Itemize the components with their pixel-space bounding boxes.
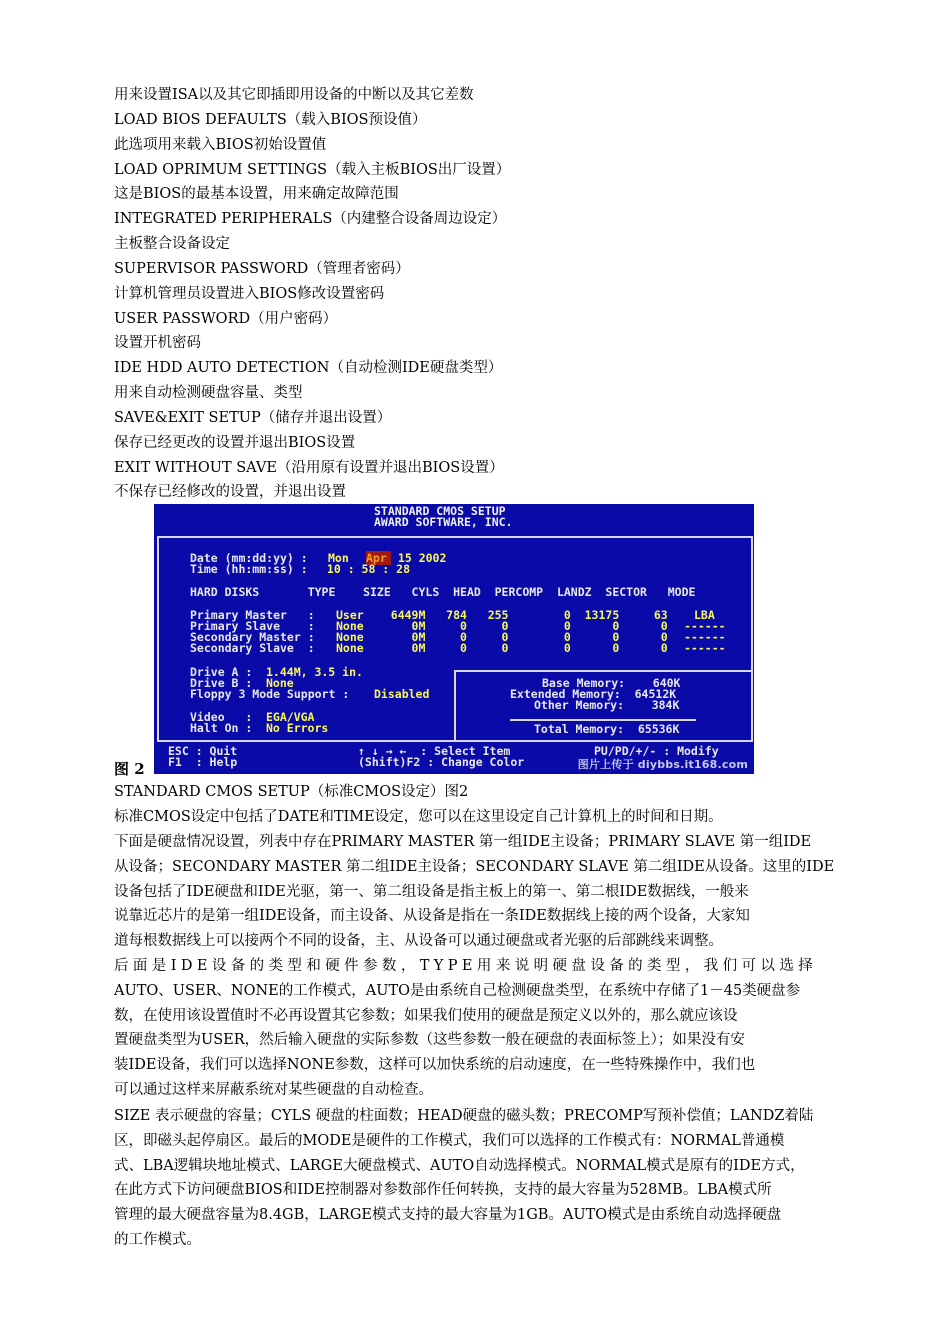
text-line: SUPERVISOR PASSWORD（管理者密码） — [114, 261, 410, 277]
text-line: LOAD BIOS DEFAULTS（载入BIOS预设值） — [114, 112, 427, 128]
text-line: INTEGRATED PERIPHERALS（内建整合设备周边设定） — [114, 211, 507, 227]
bios-header — [154, 504, 754, 530]
drive-a-value: 1.44M, 3.5 in. — [266, 665, 363, 679]
time-label: Time (hh:mm:ss) : — [190, 562, 315, 576]
paragraph-line: 置硬盘类型为USER，然后输入硬盘的实际参数（这些参数一般在硬盘的表面标签上）；如果没有安 — [114, 1032, 745, 1049]
footer-esc-quit: ESC : Quit — [168, 744, 238, 758]
memory-separator — [510, 719, 696, 721]
video-value: EGA/VGA — [266, 710, 315, 724]
paragraph-line: 可以通过这样来屏蔽系统对某些硬盘的自动检查。 — [114, 1081, 433, 1098]
text-line: 计算机管理员设置进入BIOS修改设置密码 — [114, 286, 385, 302]
other-memory: Other Memory: 384K — [534, 698, 680, 712]
paragraph-type-parameters — [114, 954, 850, 1103]
text-line: 主板整合设备设定 — [114, 236, 230, 252]
figure-caption: STANDARD CMOS SETUP（标准CMOS设定）图2 — [114, 784, 469, 800]
paragraph-hard-disk-settings — [114, 830, 850, 954]
text-line: SAVE&EXIT SETUP（储存并退出设置） — [114, 410, 392, 426]
hard-disk-column-headers: HARD DISKS TYPE SIZE CYLS HEAD PERCOMP LANDZ SECTOR MODE — [190, 585, 696, 599]
paragraph-line: 设备包括了IDE硬盘和IDE光驱，第一、第二组设备是指主板上的第一、第二根IDE数据线，一般来 — [114, 883, 749, 900]
paragraph-line: 从设备；SECONDARY MASTER 第二组IDE主设备；SECONDARY SLAVE 第二组IDE从设备。这里的IDE — [114, 858, 835, 875]
base-memory: Base Memory: 640K — [542, 676, 681, 690]
paragraph-line: 数，在使用该设置值时不必再设置其它参数；如果我们使用的硬盘是预定义以外的，那么就应该设 — [114, 1007, 738, 1024]
text-line: IDE HDD AUTO DETECTION（自动检测IDE硬盘类型） — [114, 360, 503, 376]
paragraph-line: 式、LBA逻辑块地址模式、LARGE大硬盘模式、AUTO自动选择模式。NORMAL模式是原有的IDE方式， — [114, 1157, 805, 1174]
footer-change-color: (Shift)F2 : Change Color — [358, 755, 525, 769]
text-line: 用来自动检测硬盘容量、类型 — [114, 385, 303, 401]
bios-screenshot: STANDARD CMOS SETUP AWARD SOFTWARE, INC. Date (mm:dd:yy) : Mon Apr 15 2002 Time (hh:mm:ss) : 10 : 58 : 28 HARD DISKS TYPE SIZE CYLS HEAD PERCOMP LANDZ SECTOR MODE Primary Master : User 6449M 784 255 0 13175 63 LBA Primary Slave : None 0M 0 0 0 0 0 ------ Secondary Master : None 0M 0 0 0 0 0 ------ Secondary Slave : None 0M 0 0 0 0 0 ------ Drive A : 1.44M, 3.5 in. Drive B : None Floppy 3 Mode Support : Disabled Video : EGA/VGA Halt On : No Errors Base Memory: 640K Extended Memory: 64512K Other Memory: 384K Total Memory: 65536K ESC : Quit F1 : Help ↑ ↓ → ← : Select Item (Shift)F2 : Change Color PU/PD/+/- : Modify 图片上传于 diybbs.it168.com — [154, 504, 754, 774]
paragraph-line: 管理的最大硬盘容量为8.4GB，LARGE模式支持的最大容量为1GB。AUTO模式是由系统自动选择硬盘 — [114, 1207, 782, 1224]
figure-label: 图 2 — [114, 760, 145, 778]
text-line: LOAD OPRIMUM SETTINGS（载入主板BIOS出厂设置） — [114, 162, 511, 178]
paragraph-line: 在此方式下访问硬盘BIOS和IDE控制器对参数部作任何转换，支持的最大容量为528MB。LBA模式所 — [114, 1182, 772, 1199]
paragraph-line: AUTO、USER、NONE的工作模式，AUTO是由系统自己检测硬盘类型，在系统中存储了1－45类硬盘参 — [114, 982, 801, 999]
text-line: 此选项用来载入BIOS初始设置值 — [114, 137, 327, 153]
total-memory: Total Memory: 65536K — [534, 722, 680, 736]
date-day-year: 15 2002 — [391, 551, 447, 565]
paragraph-line: 装IDE设备，我们可以选择NONE参数，这样可以加快系统的启动速度，在一些特殊操作中，我们也 — [114, 1057, 756, 1074]
text-line: 这是BIOS的最基本设置，用来确定故障范围 — [114, 186, 399, 202]
time-value: 10 : 58 : 28 — [320, 562, 411, 576]
watermark-text: 图片上传于 diybbs.it168.com — [577, 757, 748, 771]
date-month: Apr — [366, 551, 387, 565]
video-label: Video : — [190, 710, 260, 724]
footer-f1-help: F1 : Help — [168, 755, 238, 769]
text-line: USER PASSWORD（用户密码） — [114, 311, 338, 327]
text-line: 不保存已经修改的设置，并退出设置 — [114, 484, 346, 500]
paragraph-size-mode — [114, 1104, 850, 1253]
paragraph-line: 的工作模式。 — [114, 1231, 201, 1248]
paragraph-line: 道每根数据线上可以接两个不同的设备，主、从设备可以通过硬盘或者光驱的后部跳线来调整。 — [114, 933, 723, 950]
halt-on-label: Halt On : — [190, 721, 260, 735]
paragraph-line: 区，即磁头起停扇区。最后的MODE是硬件的工作模式，我们可以选择的工作模式有：NORMAL普通模 — [114, 1132, 785, 1149]
text-line: 设置开机密码 — [114, 335, 201, 351]
extended-memory: Extended Memory: 64512K — [510, 687, 677, 701]
date-weekday: Mon — [328, 551, 349, 565]
bios-title: STANDARD CMOS SETUP — [374, 504, 506, 518]
paragraph-line: SIZE 表示硬盘的容量；CYLS 硬盘的柱面数；HEAD硬盘的磁头数；PRECOMP写预补偿值；LANDZ着陆 — [114, 1108, 814, 1124]
floppy-mode-label: Floppy 3 Mode Support : — [190, 687, 357, 701]
text-line: EXIT WITHOUT SAVE（沿用原有设置并退出BIOS设置） — [114, 460, 504, 476]
drive-b-value: None — [266, 676, 294, 690]
paragraph-line: 下面是硬盘情况设置，列表中存在PRIMARY MASTER 第一组IDE主设备；PRIMARY SLAVE 第一组IDE — [114, 834, 812, 850]
bios-vendor: AWARD SOFTWARE, INC. — [374, 515, 513, 529]
paragraph-line: 说靠近芯片的是第一组IDE设备，而主设备、从设备是指在一条IDE数据线上接的两个设备，大家知 — [114, 908, 750, 925]
drive-a-label: Drive A : — [190, 665, 260, 679]
footer-modify: PU/PD/+/- : Modify — [594, 744, 719, 758]
text-line: 用来设置ISA以及其它即插即用设备的中断以及其它差数 — [114, 87, 474, 103]
paragraph-line: 后面是IDE设备的类型和硬件参数，TYPE用来说明硬盘设备的类型，我们可以选择 — [114, 958, 818, 974]
text-line: 保存已经更改的设置并退出BIOS设置 — [114, 435, 356, 451]
halt-on-value: No Errors — [266, 721, 329, 735]
paragraph-date-time: 标准CMOS设定中包括了DATE和TIME设定，您可以在这里设定自己计算机上的时间和日期。 — [114, 809, 723, 825]
footer-select-item: ↑ ↓ → ← : Select Item — [358, 744, 511, 758]
drive-b-label: Drive B : — [190, 676, 260, 690]
date-label: Date (mm:dd:yy) : — [190, 551, 315, 565]
floppy-mode-value: Disabled — [374, 687, 430, 701]
